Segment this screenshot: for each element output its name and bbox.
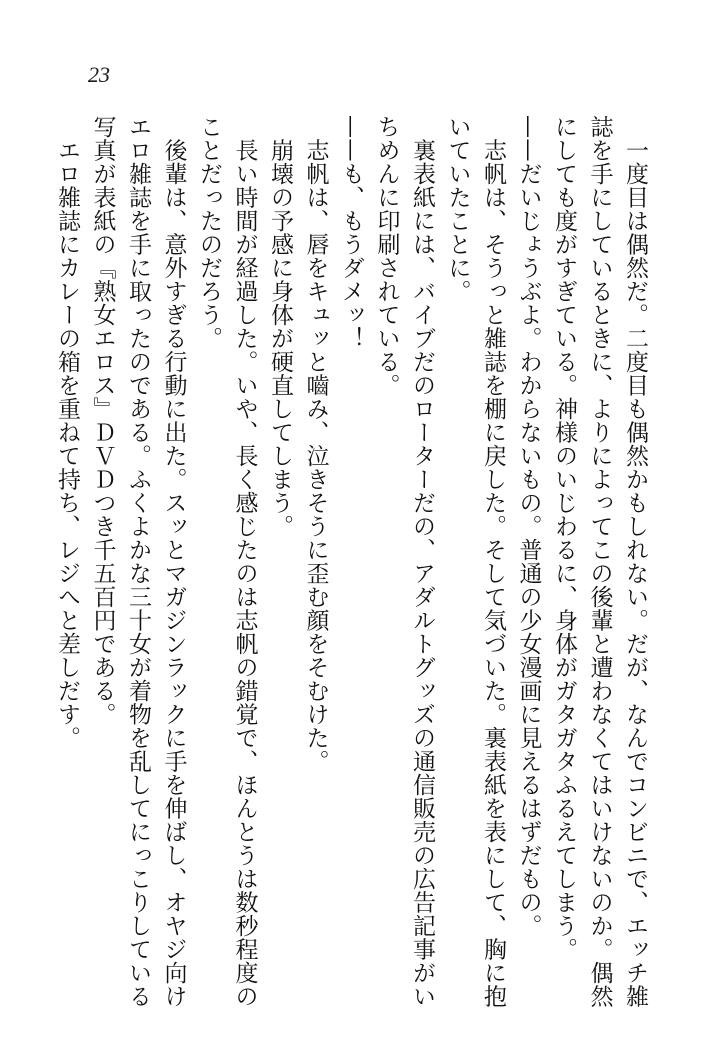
text-line: 誌を手にしているときに、よりによってこの後輩と遭わなくてはいけないのか。偶然 bbox=[586, 115, 613, 1008]
text-line: ちめんに印刷されている。 bbox=[373, 115, 400, 397]
text-line: エロ雑誌を手に取ったのである。ふくよかな三十女が着物を乱してにっこりしている bbox=[125, 115, 151, 1008]
text-line: 写真が表紙の『熟女エロス』ＤＶＤつき千五百円である。 bbox=[89, 115, 116, 726]
text-line: 志帆は、唇をキュッと嚙み、泣きそうに歪む顔をそむけた。 bbox=[302, 115, 329, 773]
page-number: 23 bbox=[88, 62, 110, 87]
vertical-text-body bbox=[49, 115, 653, 1008]
text-line: エロ雑誌にカレーの箱を重ねて持ち、レジへと差しだす。 bbox=[54, 115, 80, 750]
text-line: ことだったのだろう。 bbox=[196, 115, 222, 350]
text-line: 長い時間が経過した。いや、長く感じたのは志帆の錯覚で、ほんとうは数秒程度の bbox=[231, 115, 258, 1008]
text-line: 裏表紙には、バイブだのローターだの、アダルトグッズの通信販売の広告記事がい bbox=[409, 115, 435, 1008]
text-line: ——だいじょうぶよ。わからないもの。普通の少女漫画に見えるはずだもの。 bbox=[515, 115, 542, 938]
text-line: いていたことに。 bbox=[444, 115, 471, 303]
text-line: 一度目は偶然だ。二度目も偶然かもしれない。だが、なんでコンビニで、エッチ雑 bbox=[622, 115, 648, 1008]
text-line: ——も、もうダメッ！ bbox=[338, 115, 364, 350]
text-line: 後輩は、意外すぎる行動に出た。スッとマガジンラックに手を伸ばし、オヤジ向け bbox=[160, 115, 187, 1008]
text-line: にしても度がすぎている。神様のいじわるに、身体がガタガタふるえてしまう。 bbox=[551, 115, 577, 961]
text-line: 志帆は、そうっと雑誌を棚に戻した。そして気づいた。裏表紙を表にして、胸に抱 bbox=[480, 115, 506, 1008]
text-line: 崩壊の予感に身体が硬直してしまう。 bbox=[267, 115, 293, 538]
